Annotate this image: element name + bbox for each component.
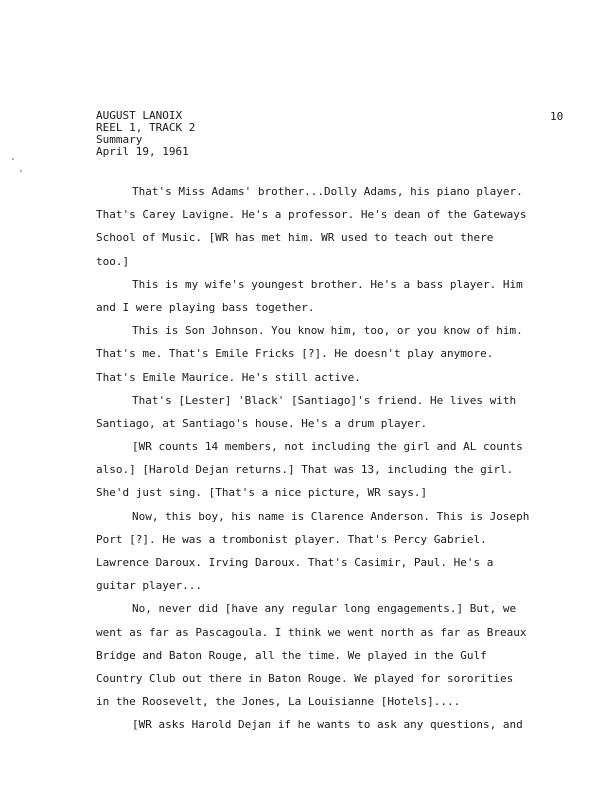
- page-number: 10: [550, 110, 564, 123]
- transcript-line: This is my wife's youngest brother. He's a bass player. Him: [132, 277, 523, 291]
- transcript-body: [96, 180, 572, 737]
- transcript-line: Bridge and Baton Rouge, all the time. We played in the Gulf: [96, 648, 487, 662]
- transcript-line: No, never did [have any regular long engagements.] But, we: [132, 602, 517, 616]
- transcript-line: [WR counts 14 members, not including the girl and AL counts: [132, 440, 523, 454]
- transcript-line: That's Carey Lavigne. He's a professor. He's dean of the Gateways: [96, 208, 527, 222]
- interviewee-name: AUGUST LANOIX: [96, 109, 183, 122]
- transcript-line: went as far as Pascagoula. I think we went north as far as Breaux: [96, 625, 527, 639]
- transcript-line: This is Son Johnson. You know him, too, or you know of him.: [132, 324, 523, 338]
- transcript-line: also.] [Harold Dejan returns.] That was 13, including the girl.: [96, 463, 514, 477]
- transcript-line: Santiago, at Santiago's house. He's a drum player.: [96, 416, 428, 430]
- transcript-line: Country Club out there in Baton Rouge. We played for sororities: [96, 671, 514, 685]
- transcript-line: [WR asks Harold Dejan if he wants to ask any questions, and: [132, 718, 523, 732]
- transcript-line: in the Roosevelt, the Jones, La Louisianne [Hotels]....: [96, 695, 461, 709]
- transcript-line: That's [Lester] 'Black' [Santiago]'s friend. He lives with: [132, 393, 517, 407]
- interview-date: April 19, 1961: [96, 145, 189, 158]
- transcript-line: She'd just sing. [That's a nice picture, WR says.]: [96, 486, 428, 500]
- transcript-line: and I were playing bass together.: [96, 300, 315, 314]
- scan-speck: [20, 170, 22, 172]
- transcript-line: Lawrence Daroux. Irving Daroux. That's Casimir, Paul. He's a: [96, 556, 494, 569]
- transcript-line: That's me. That's Emile Fricks [?]. He doesn't play anymore.: [96, 347, 494, 361]
- transcript-line: That's Miss Adams' brother...Dolly Adams, his piano player.: [132, 185, 523, 198]
- transcript-line: Port [?]. He was a trombonist player. That's Percy Gabriel.: [96, 532, 487, 546]
- transcript-line: That's Emile Maurice. He's still active.: [96, 370, 361, 384]
- transcript-line: too.]: [96, 254, 130, 268]
- document-type: Summary: [96, 133, 143, 146]
- transcript-line: School of Music. [WR has met him. WR used to teach out there: [96, 231, 494, 245]
- scan-speck: [12, 158, 14, 160]
- document-header: [96, 110, 195, 158]
- transcript-line: guitar player...: [96, 579, 202, 593]
- transcript-line: Now, this boy, his name is Clarence Anderson. This is Joseph: [132, 509, 530, 523]
- reel-track: REEL 1, TRACK 2: [96, 121, 196, 134]
